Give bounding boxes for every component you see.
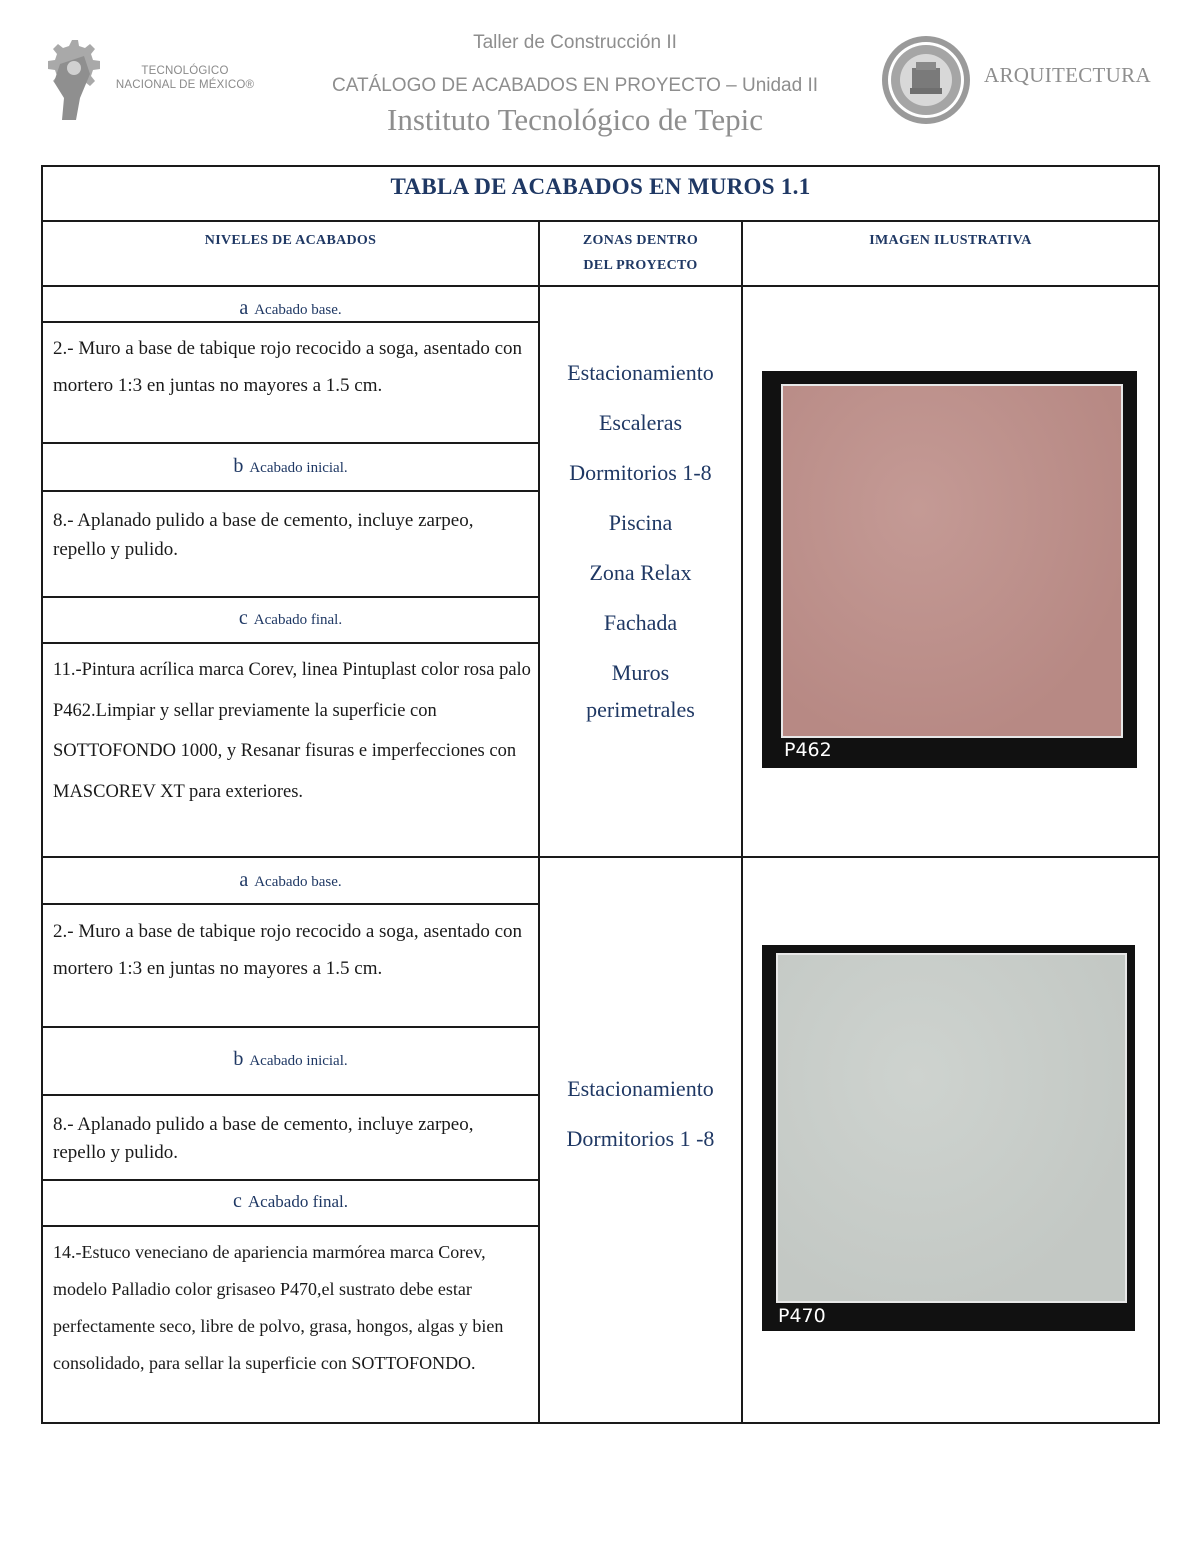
table-rule <box>41 285 1160 287</box>
table-rule <box>41 1225 539 1227</box>
level-letter: b <box>233 1048 244 1070</box>
level-label-base <box>43 869 538 892</box>
level-label-final <box>43 607 538 630</box>
column-header-image: IMAGEN ILUSTRATIVA <box>869 233 1032 248</box>
zone-item: Muros <box>611 660 670 685</box>
level-name: Acabado inicial. <box>249 460 348 476</box>
swatch-code: P470 <box>778 1305 826 1327</box>
zone-item: Zona Relax <box>589 560 692 585</box>
zone-item: Escaleras <box>598 410 683 435</box>
level-description: 2.- Muro a base de tabique rojo recocido a soga, asentado con mortero 1:3 en juntas no mayores a 1.5 cm. <box>53 921 523 979</box>
level-description: 14.-Estuco veneciano de apariencia marmórea marca Corev, modelo Palladio color grisaseo P470,el sustrato debe estar perfectamente seco, libre de polvo, grasa, hongos, algas y bien consolidado, para sellar la superficie con SOTTOFONDO. <box>53 1242 504 1373</box>
zone-item: perimetrales <box>586 697 695 722</box>
table-rule <box>41 596 539 598</box>
zone-item: Estacionamiento <box>567 1076 714 1101</box>
table-rule <box>41 1179 539 1181</box>
table-rule <box>41 490 539 492</box>
level-description: 2.- Muro a base de tabique rojo recocido a soga, asentado con mortero 1:3 en juntas no mayores a 1.5 cm. <box>53 338 523 396</box>
table-title: TABLA DE ACABADOS EN MUROS 1.1 <box>390 174 811 199</box>
swatch-code: P462 <box>784 739 832 761</box>
level-label-final <box>43 1190 538 1213</box>
level-letter: a <box>239 297 249 319</box>
zone-item: Piscina <box>608 510 673 535</box>
column-header-levels: NIVELES DE ACABADOS <box>204 233 377 248</box>
zones-list <box>540 348 741 730</box>
catalog-name: CATÁLOGO DE ACABADOS EN PROYECTO <box>331 75 721 96</box>
table-rule <box>41 1094 539 1096</box>
level-letter: c <box>233 1190 242 1212</box>
level-name: Acabado base. <box>254 302 342 318</box>
level-description: 11.-Pintura acrílica marca Corev, linea Pintuplast color rosa palo P462.Limpiar y sellar previamente la superficie con SOTTOFONDO 1000, y Resanar fisuras e imperfecciones con MASCOREV XT para exteriores. <box>53 660 531 802</box>
level-description: 8.- Aplanado pulido a base de cemento, incluye zarpeo, repello y pulido. <box>53 1114 474 1163</box>
catalog-unit: Unidad II <box>741 75 819 96</box>
level-name: Acabado final. <box>253 612 343 628</box>
table-rule <box>741 220 743 1424</box>
level-name: Acabado base. <box>254 874 342 890</box>
table-rule <box>41 321 539 323</box>
table-rule <box>41 220 1160 222</box>
swatch-card <box>762 945 1135 1331</box>
level-label-initial <box>43 1048 538 1071</box>
zone-item: Estacionamiento <box>567 360 714 385</box>
column-header-zones <box>540 228 741 278</box>
level-letter: c <box>238 607 248 629</box>
institute-name: Instituto Tecnológico de Tepic <box>387 102 763 137</box>
color-swatch <box>781 384 1123 738</box>
level-name: Acabado final. <box>247 1192 348 1211</box>
zone-item: Dormitorios 1 -8 <box>566 1126 715 1151</box>
catalog-title: CATÁLOGO DE ACABADOS EN PROYECTO – Unidad II <box>331 75 819 96</box>
tecnm-logo-icon <box>40 34 104 126</box>
table-rule <box>41 442 539 444</box>
level-label-initial <box>43 455 538 478</box>
level-description: 8.- Aplanado pulido a base de cemento, incluye zarpeo, repello y pulido. <box>53 510 474 560</box>
course-title: Taller de Construcción II <box>473 32 677 53</box>
column-header-zones-line1: ZONAS DENTRO <box>582 233 699 248</box>
department-label: ARQUITECTURA <box>984 63 1151 87</box>
table-rule <box>41 642 539 644</box>
table-rule <box>41 1026 539 1028</box>
zone-item: Dormitorios 1-8 <box>569 460 712 485</box>
table-rule <box>41 903 539 905</box>
column-header-zones-line2: DEL PROYECTO <box>583 258 698 273</box>
level-letter: a <box>239 869 249 891</box>
table-rule <box>41 856 1160 858</box>
swatch-card <box>762 371 1137 768</box>
level-label-base <box>43 297 538 320</box>
level-name: Acabado inicial. <box>249 1053 348 1069</box>
tecnm-logo-text: TECNOLÓGICO NACIONAL DE MÉXICO® <box>115 65 255 91</box>
ittepic-seal-icon <box>880 34 972 126</box>
zone-item: Fachada <box>603 610 678 635</box>
level-letter: b <box>233 455 244 477</box>
color-swatch <box>776 953 1127 1303</box>
zones-list <box>540 1064 741 1164</box>
